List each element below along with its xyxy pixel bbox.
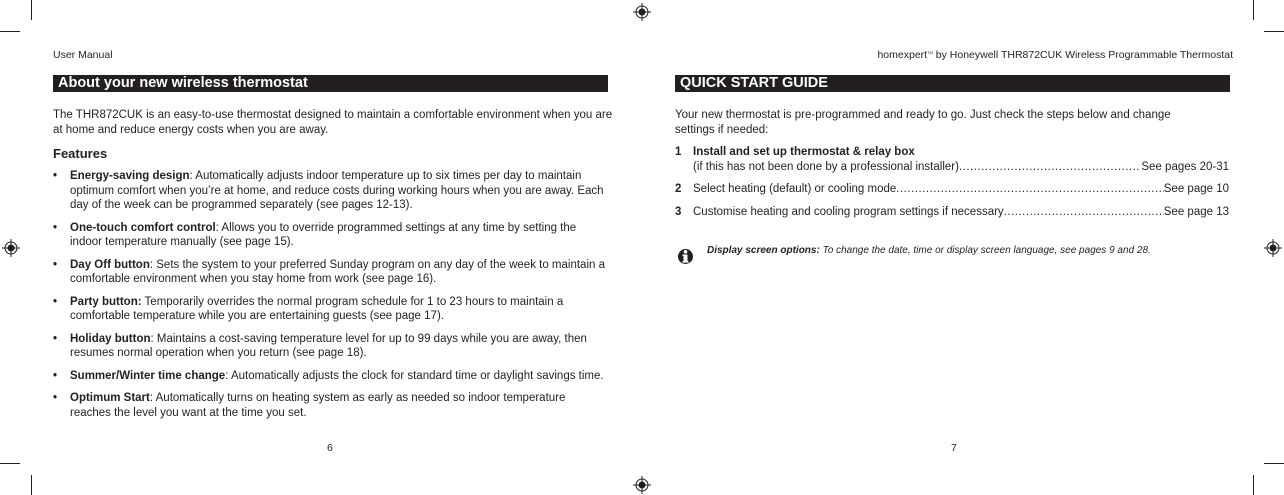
feature-term: Party button:: [70, 295, 142, 308]
step-number: 1: [675, 146, 682, 158]
registration-mark-icon: [1264, 239, 1282, 257]
crop-mark: [1264, 463, 1284, 464]
quick-start-steps: [675, 145, 1229, 219]
note-label: Display screen options:: [707, 245, 820, 256]
step-text: (if this has not been done by a professional installer): [693, 160, 959, 173]
step-item: [675, 205, 1229, 220]
feature-description: : Automatically turns on heating system as early as needed so indoor temperature reaches the level you want at the time you set.: [70, 392, 566, 419]
feature-description: : Allows you to override programmed settings at any time by setting the indoor temperature manually (see page 15).: [70, 221, 577, 248]
feature-term: Summer/Winter time change: [70, 369, 226, 382]
step-line: [693, 182, 1229, 197]
feature-item: [53, 221, 608, 250]
step-number: 2: [675, 183, 682, 195]
bullet-icon: •: [53, 295, 58, 308]
features-list: [53, 169, 608, 420]
crop-mark: [1253, 475, 1254, 495]
feature-description: Temporarily overrides the normal program schedule for 1 to 23 hours to maintain a comfortable temperature while you are entertaining guests (see page 17).: [70, 295, 564, 322]
bullet-icon: •: [53, 369, 58, 382]
feature-term: Holiday button: [70, 332, 151, 345]
bullet-icon: •: [53, 392, 58, 404]
display-options-note: [707, 245, 1151, 256]
feature-description: : Automatically adjusts the clock for standard time or daylight savings time.: [225, 369, 604, 382]
intro-paragraph: The THR872CUK is an easy-to-use thermostat designed to maintain a comfortable environment when you are at home and reduce energy costs when you are away.: [53, 109, 613, 136]
dot-leader: [959, 160, 1141, 175]
crop-mark: [0, 31, 20, 32]
trademark-mark: TM: [927, 50, 933, 55]
step-text: Customise heating and cooling program settings if necessary: [693, 205, 1004, 218]
crop-mark: [0, 463, 20, 464]
step-line: [693, 205, 1229, 220]
section-title-about: About your new wireless thermostat: [53, 75, 608, 92]
page-reference: See page 10: [1163, 183, 1229, 195]
running-header-left: User Manual: [53, 49, 113, 61]
note-text: To change the date, time or display screen language, see pages 9 and 28.: [819, 245, 1151, 256]
brand-name: homexpert: [877, 49, 928, 61]
registration-mark-icon: [633, 476, 651, 494]
quick-start-intro: [675, 108, 1235, 137]
page-number-left: 6: [327, 442, 333, 454]
info-icon: [677, 247, 694, 266]
bullet-icon: •: [53, 170, 58, 182]
step-text: Select heating (default) or cooling mode: [693, 183, 897, 195]
bullet-icon: •: [53, 221, 58, 234]
page-reference: See page 13: [1163, 205, 1229, 218]
step-line: [693, 160, 1229, 175]
feature-term: One-touch comfort control: [70, 221, 216, 234]
step-item: [675, 182, 1229, 197]
feature-description: : Sets the system to your preferred Sunday program on any day of the week to maintain a comfortable environment when you stay home from work (see page 16).: [70, 258, 605, 285]
crop-mark: [31, 0, 32, 20]
feature-term: Day Off button: [70, 258, 150, 271]
crop-mark: [1264, 31, 1284, 32]
page-number-right: 7: [951, 442, 957, 454]
step-item: [675, 145, 1229, 174]
features-heading: Features: [53, 146, 108, 161]
crop-mark: [1253, 0, 1254, 20]
bullet-icon: •: [53, 332, 58, 345]
registration-mark-icon: [2, 239, 20, 257]
feature-item: [53, 295, 608, 324]
intro-line: settings if needed:: [675, 123, 769, 136]
page-reference: See pages 20-31: [1141, 160, 1229, 173]
feature-item: [53, 332, 608, 361]
running-header-right: [877, 49, 1233, 61]
step-title: Install and set up thermostat & relay box: [693, 146, 915, 158]
feature-term: Energy-saving design: [70, 170, 190, 182]
header-product-title: by Honeywell THR872CUK Wireless Programmable Thermostat: [932, 49, 1233, 61]
dot-leader: [1004, 205, 1164, 220]
crop-mark: [31, 475, 32, 495]
step-number: 3: [675, 205, 682, 218]
feature-description: : Automatically adjusts indoor temperature up to six times per day to maintain optimum comfort when you’re at home, and reduce costs during working hours when you are away. Each day of the week can be programmed separately (see pages 12-13).: [70, 170, 604, 211]
feature-item: [53, 369, 608, 384]
section-title-quick-start: QUICK START GUIDE: [675, 75, 1230, 92]
bullet-icon: •: [53, 258, 58, 271]
feature-item: [53, 258, 608, 287]
feature-description: : Maintains a cost-saving temperature level for up to 99 days while you are away, then resumes normal operation when you return (see page 18).: [70, 332, 587, 359]
registration-mark-icon: [633, 3, 651, 21]
feature-item: [53, 391, 608, 420]
intro-line: Your new thermostat is pre-programmed and ready to go. Just check the steps below and change: [675, 109, 1171, 121]
dot-leader: [896, 182, 1163, 197]
feature-item: [53, 169, 608, 213]
feature-term: Optimum Start: [70, 392, 150, 404]
